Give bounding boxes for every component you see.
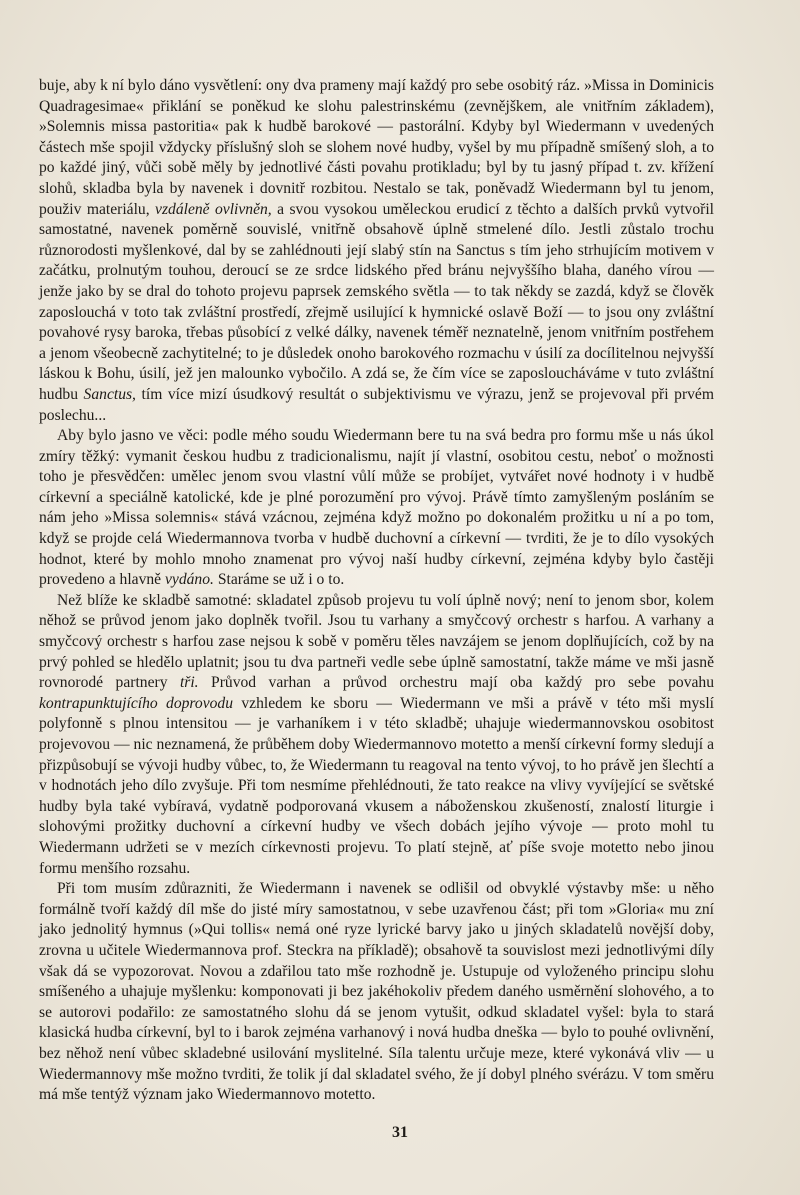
- paragraph-3: [39, 591, 714, 879]
- paragraph-2: [39, 426, 714, 591]
- italic-run: vydáno.: [165, 571, 214, 589]
- paragraph-4: [39, 879, 714, 1106]
- italic-run: kontrapunktujícího doprovodu: [39, 694, 234, 712]
- italic-run: vzdáleně ovlivněn,: [155, 200, 272, 218]
- text-run: Než blíže ke skladbě samotné: skladatel způsob projevu tu volí úplně nový; není to jenom sbor, kolem něhož se průvod jenom jako doplněk tvořil. Jsou tu varhany a smyčcový orchestr s harfou. A varhany a smyčcový orchestr s harfou zase nejsou k sobě v poměru těles navzájem se jenom doplňujících, což by na prvý pohled se hledělo uplatnit; jsou tu dva partneři vedle sebe úplně samostatní, takže máme ve mši jasně rovnorodé partnery: [39, 591, 714, 692]
- text-run: Aby bylo jasno ve věci: podle mého soudu Wiedermann bere tu na svá bedra pro formu mše u nás úkol zmíry těžký: vymanit českou hudbu z tradicionalismu, najít jí vlastní, osobitou cestu, neboť o možnosti toho je přesvědčen: umělec jenom svou vlastní vůlí může se probíjet, vytvářet nové hodnoty i v hudbě církevní a speciálně katolické, kde je plné porozumění pro vývoj. Právě tímto zamyšleným posláním se nám jeho »Missa solemnis« stává vzácnou, zejména když možno po dokonalém prožitku u ní a po tom, když se projde celá Wiedermannova tvorba v hudbě duchovní a církevní — tvrditi, že je to dílo vysokých hodnot, které by mohlo mnoho znamenat pro vývoj naší hudby církevní, zejména kdyby bylo častěji provedeno a hlavně: [39, 427, 714, 589]
- text-run: a svou vysokou uměleckou erudicí z těchto a dalších prvků vytvořil samostatné, navenek poměrně souvislé, vnitřně obsahově úplně stmelené dílo. Jestli zůstalo trochu různorodosti myšlenkové, dal by se zahlédnouti její slabý stín na Sanctus s tím jeho strhujícím motivem v začátku, prolnutým touhou, deroucí se ze srdce lidského před bránu nejvyššího blaha, daného vírou — jenže jako by se dral do tohoto projevu paprsek zemského světla — to tak někdy se zazdá, když se člověk zaposlouchá v toto tak zvláštní prostředí, zřejmě usilující k hymnické oslavě Boží — to jsou ony zvláštní povahové rysy baroka, třebas působící z velké dálky, navenek téměř neznatelně, jenom vnitřním postřehem a jenom všeobecně zachytitelné; to je důsledek onoho barokového rozmachu v úsilí za docílitelnou nejvyšší láskou k Bohu, úsilí, jež jen malounko vybočilo. A zdá se, že čím více se zaposloucháváme v tuto zvláštní hudbu: [39, 200, 714, 403]
- text-run: tím více mizí úsudkový resultát o subjektivismu ve výrazu, jenž se projevoval při prvém poslechu...: [39, 385, 714, 424]
- italic-run: tři.: [179, 674, 199, 692]
- text-run: buje, aby k ní bylo dáno vysvětlení: ony dva prameny mají každý pro sebe osobitý ráz. »Missa in Dominicis Quadragesimae« přiklání se poněkud ke slohu palestrinskému (zevnějškem, ale vnitřním základem), »Solemnis missa pastoritia« pak k hudbě barokové — pastorální. Kdyby byl Wiedermann v uvedených částech mše spojil vždycky příslušný sloh se slohem nové hudby, vyšel by mu případně smíšený sloh, a to po každé jiný, vůči sobě měly by jednotlivé části povahu protikladu; byl by tu jasný případ t. zv. křížení slohů, skladba byla by navenek i dovnitř rozbitou. Nestalo se tak, poněvadž Wiedermann byl tu jenom, použiv materiálu,: [39, 77, 714, 218]
- page-number: 31: [392, 1124, 408, 1141]
- text-run: Průvod varhan a průvod orchestru mají oba každý pro sebe povahu: [198, 674, 715, 692]
- text-run: Při tom musím zdůrazniti, že Wiedermann i navenek se odlišil od obvyklé výstavby mše: u něho formálně tvoří každý díl mše do jisté míry samostatnou, v sebe uzavřenou část; při tom »Gloria« mu zní jako jednolitý hymnus (»Qui tollis« nemá oné ryze lyrické barvy jako u jiných skladatelů novější doby, zrovna u učitele Wiedermannova prof. Steckra na příkladě); obsahově ta souvislost mezi jednotlivými díly však dá se vypozorovat. Novou a zdařilou tato mše rozhodně je. Ustupuje od vyloženého principu slohu smíšeného a uhajuje myšlenku: komponovati ji bez jakéhokoliv předem daného usměrnění slohového, a to se autorovi podařilo: ze samostatného slohu dá se jenom vytušit, odkud skladatel vyšel: byla to stará klasická hudba církevní, byl to i barok zejména varhanový i nová hudba dneška — bylo to pouhé ovlivnění, bez něhož není vůbec skladebné usilování myslitelné. Síla talentu určuje meze, které vykonává vliv — u Wiedermannovy mše možno tvrditi, že tolik jí dal skladatel svého, že jí dobyl plného svérázu. V tom směru má mše tentýž význam jako Wiedermannovo motetto.: [39, 880, 714, 1104]
- body-text: [39, 76, 714, 1106]
- text-run: Staráme se už i o to.: [213, 571, 345, 589]
- paragraph-1: [39, 76, 714, 426]
- italic-run: Sanctus,: [83, 385, 136, 403]
- text-run: vzhledem ke sboru — Wiedermann ve mši a právě v této mši myslí polyfonně s plnou intensitou — je varhaníkem i v této skladbě; uhajuje wiedermannovskou osobitost projevovou — nic neznamená, že průběhem doby Wiedermannovo motetto a menší církevní formy sledují a přizpůsobují se vývoji hudby vůbec, to, že Wiedermann tu reagoval na tento vývoj, to ho právě jen šlechtí a v hodnotách jeho dílo zvyšuje. Při tom nesmíme přehlédnouti, že tato reakce na vlivy vyvíjející se světské hudby byla také vybíravá, vydatně podporovaná vkusem a náboženskou zkušeností, znalostí liturgie i slohovými prožitky duchovní a církevní hudby ve všech dobách jejího vývoje — proto mohl tu Wiedermann udržeti se v mezích církevnosti projevu. To platí stejně, ať píše svoje motetto nebo jinou formu menšího rozsahu.: [39, 694, 714, 877]
